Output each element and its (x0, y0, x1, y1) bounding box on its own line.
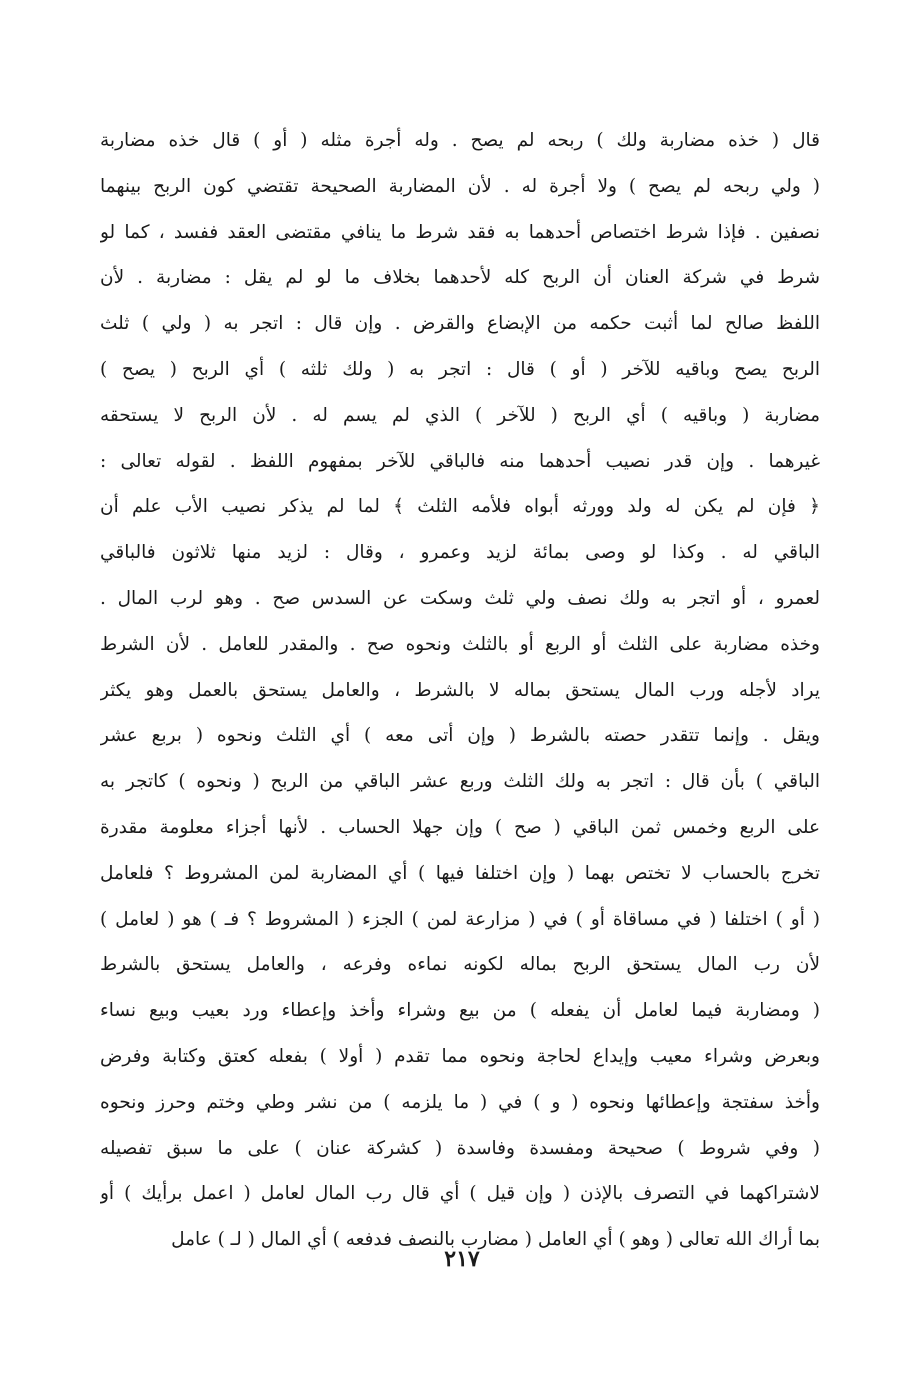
text-line: ( ولي ربحه لم يصح ) ولا أجرة له . لأن المضاربة الصحيحة تقتضي كون الربح بينهما (100, 175, 820, 197)
text-line: وخذه مضاربة على الثلث أو الربع أو بالثلث ونحوه صح . والمقدر للعامل . لأن الشرط (100, 633, 820, 655)
page-number: ٢١٧ (444, 1246, 480, 1272)
text-line: الباقي له . وكذا لو وصى بمائة لزيد وعمرو ، وقال : لزيد منها ثلاثون فالباقي (100, 542, 820, 564)
body-text (100, 118, 820, 1263)
text-line: وبعرض وشراء معيب وإيداع لحاجة ونحوه مما تقدم ( أولا ) بفعله كعتق وكتابة وفرض (100, 1045, 820, 1067)
text-line: ( أو ) اختلفا ( في مساقاة أو ) في ( مزارعة لمن ) الجزء ( المشروط ؟ فـ ) هو ( لعامل ) (100, 908, 820, 930)
text-line: نصفين . فإذا شرط اختصاص أحدهما به فقد شرط ما ينافي مقتضى العقد ففسد ، كما لو (100, 221, 820, 243)
text-line: ﴿ فإن لم يكن له ولد وورثه أبواه فلأمه الثلث ﴾ لما لم يذكر نصيب الأب علم أن (100, 496, 820, 518)
text-line: تخرج بالحساب لا تختص بهما ( وإن اختلفا فيها ) أي المضاربة لمن المشروط ؟ فلعامل (100, 862, 820, 884)
text-line: الباقي ) بأن قال : اتجر به ولك الثلث وربع عشر الباقي من الربح ( ونحوه ) كاتجر به (100, 771, 820, 793)
text-line: الربح يصح وباقيه للآخر ( أو ) قال : اتجر به ( ولك ثلثه ) أي الربح ( يصح ) (100, 358, 820, 380)
text-line: ( ومضاربة فيما لعامل أن يفعله ) من بيع وشراء وأخذ وإعطاء ورد بعيب وبيع نساء (100, 1000, 820, 1022)
text-line: لاشتراكهما في التصرف بالإذن ( وإن قيل ) أي قال رب المال لعامل ( اعمل برأيك ) أو (100, 1183, 820, 1205)
text-line: ويقل . وإنما تتقدر حصته بالشرط ( وإن أتى معه ) أي الثلث ونحوه ( بربع عشر (100, 725, 820, 747)
text-line: ( وفي شروط ) صحيحة ومفسدة وفاسدة ( كشركة عنان ) على ما سبق تفصيله (100, 1137, 820, 1159)
text-line: يراد لأجله ورب المال يستحق بماله لا بالشرط ، والعامل يستحق بالعمل وهو يكثر (100, 679, 820, 701)
text-line: شرط في شركة العنان أن الربح كله لأحدهما بخلاف ما لو لم يقل : مضاربة . لأن (100, 267, 820, 289)
text-line: اللفظ صالح لما أثبت حكمه من الإبضاع والقرض . وإن قال : اتجر به ( ولي ) ثلث (100, 313, 820, 335)
text-line: لأن رب المال يستحق الربح بماله لكونه نماءه وفرعه ، والعامل يستحق بالشرط (100, 954, 820, 976)
text-line: لعمرو ، أو اتجر به ولك نصف ولي ثلث وسكت عن السدس صح . وهو لرب المال . (100, 587, 820, 609)
text-line: مضاربة ( وباقيه ) أي الربح ( للآخر ) الذي لم يسم له . لأن الربح لا يستحقه (100, 404, 820, 426)
text-line: غيرهما . وإن قدر نصيب أحدهما منه فالباقي للآخر بمفهوم اللفظ . لقوله تعالى : (100, 450, 820, 472)
text-line: قال ( خذه مضاربة ولك ) ربحه لم يصح . وله أجرة مثله ( أو ) قال خذه مضاربة (100, 130, 820, 151)
text-line: بما أراك الله تعالى ( وهو ) أي العامل ( مضارب بالنصف فدفعه ) أي المال ( لـ ) عامل (171, 1229, 820, 1251)
text-line: على الربع وخمس ثمن الباقي ( صح ) وإن جهلا الحساب . لأنها أجزاء معلومة مقدرة (100, 816, 820, 838)
text-line: وأخذ سفتجة وإعطائها ونحوه ( و ) في ( ما يلزمه ) من نشر وطي وختم وحرز ونحوه (100, 1091, 820, 1113)
